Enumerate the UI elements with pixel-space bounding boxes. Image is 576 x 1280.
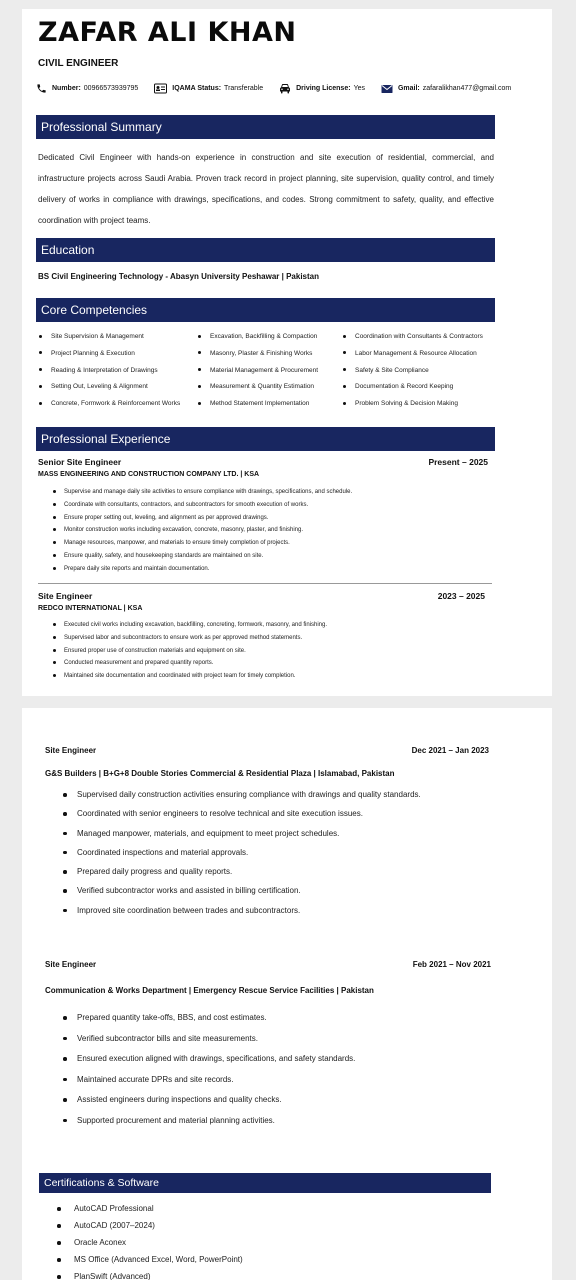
section-header-experience: Professional Experience bbox=[36, 427, 495, 451]
competency-item: Concrete, Formwork & Reinforcement Works bbox=[38, 399, 180, 416]
certification-item: AutoCAD Professional bbox=[53, 1204, 243, 1221]
competencies-column-3 bbox=[342, 332, 483, 416]
contact-iqama-label: IQAMA Status: bbox=[172, 85, 222, 92]
competency-item: Setting Out, Leveling & Alignment bbox=[38, 382, 180, 399]
competency-item: Labor Management & Resource Allocation bbox=[342, 349, 483, 366]
job-bullet: Improved site coordination between trades and subcontractors. bbox=[60, 906, 421, 925]
section-header-competencies: Core Competencies bbox=[36, 298, 495, 322]
candidate-role: CIVIL ENGINEER bbox=[38, 58, 119, 69]
competency-item: Project Planning & Execution bbox=[38, 349, 180, 366]
job-bullet: Verified subcontractor works and assisted in billing certification. bbox=[60, 886, 421, 905]
contact-email-value: zafaralikhan477@gmail.com bbox=[422, 85, 512, 92]
contact-license-value: Yes bbox=[353, 85, 365, 92]
competencies-column-1 bbox=[38, 332, 180, 416]
contact-email-label: Gmail: bbox=[397, 85, 420, 92]
resume-page-1 bbox=[22, 9, 552, 696]
job-dates: 2023 – 2025 bbox=[437, 591, 485, 601]
job-bullets bbox=[51, 621, 327, 685]
contact-iqama bbox=[154, 83, 263, 94]
section-header-certifications: Certifications & Software bbox=[39, 1173, 491, 1193]
job-title: Site Engineer bbox=[38, 591, 93, 601]
certifications-list bbox=[53, 1204, 243, 1280]
job-company: REDCO INTERNATIONAL | KSA bbox=[38, 605, 143, 612]
contact-number-value: 00966573939795 bbox=[83, 85, 139, 92]
competencies-column-2 bbox=[197, 332, 318, 416]
competency-item: Material Management & Procurement bbox=[197, 366, 318, 383]
summary-text: Dedicated Civil Engineer with hands-on experience in construction and site execution of residential, commercial, and infrastructure projects across Saudi Arabia. Proven track record in project planning, site supervision, quality control, and timely delivery of works in compliance with drawings, specifications, and codes. Strong commitment to safety, quality, and effective coordination with project teams. bbox=[38, 153, 494, 225]
job-divider bbox=[38, 583, 492, 584]
candidate-name: ZAFAR ALI KHAN bbox=[38, 17, 297, 48]
certification-item: Oracle Aconex bbox=[53, 1238, 243, 1255]
car-icon bbox=[279, 83, 291, 94]
certification-item: MS Office (Advanced Excel, Word, PowerPoint) bbox=[53, 1255, 243, 1272]
resume-page-2 bbox=[22, 708, 552, 1280]
competency-item: Reading & Interpretation of Drawings bbox=[38, 366, 180, 383]
job-bullet: Monitor construction works including excavation, concrete, masonry, plaster, and finishing. bbox=[51, 526, 352, 539]
job-bullet: Supervised labor and subcontractors to ensure work as per approved method statements. bbox=[51, 634, 327, 647]
mail-icon bbox=[381, 84, 393, 94]
job-title: Senior Site Engineer bbox=[38, 457, 122, 467]
job-bullet: Assisted engineers during inspections and quality checks. bbox=[60, 1095, 355, 1116]
job-company: G&S Builders | B+G+8 Double Stories Commercial & Residential Plaza | Islamabad, Pakistan bbox=[45, 769, 395, 778]
job-bullet: Ensure proper setting out, leveling, and alignment as per approved drawings. bbox=[51, 514, 352, 527]
job-company: Communication & Works Department | Emergency Rescue Service Facilities | Pakistan bbox=[45, 986, 374, 995]
job-bullets bbox=[51, 488, 352, 578]
job-bullets bbox=[60, 1013, 355, 1136]
job-bullet: Ensured proper use of construction materials and equipment on site. bbox=[51, 647, 327, 660]
competency-item: Excavation, Backfilling & Compaction bbox=[197, 332, 318, 349]
job-bullet: Ensure quality, safety, and housekeeping standards are maintained on site. bbox=[51, 552, 352, 565]
job-bullet: Maintained site documentation and coordinated with project team for timely completion. bbox=[51, 672, 327, 685]
job-bullet: Manage resources, manpower, and materials to ensure timely completion of projects. bbox=[51, 539, 352, 552]
job-bullet: Supported procurement and material planning activities. bbox=[60, 1116, 355, 1137]
contact-email bbox=[381, 84, 511, 94]
contact-bar bbox=[36, 82, 512, 95]
job-company: MASS ENGINEERING AND CONSTRUCTION COMPANY LTD. | KSA bbox=[38, 471, 260, 478]
job-title: Site Engineer bbox=[45, 960, 97, 969]
id-card-icon bbox=[154, 83, 167, 94]
job-dates: Dec 2021 – Jan 2023 bbox=[411, 746, 489, 755]
job-bullet: Verified subcontractor bills and site measurements. bbox=[60, 1034, 355, 1055]
competency-item: Safety & Site Compliance bbox=[342, 366, 483, 383]
contact-license-label: Driving License: bbox=[296, 85, 351, 92]
job-bullets bbox=[60, 790, 421, 925]
job-title: Site Engineer bbox=[45, 746, 97, 755]
job-bullet: Coordinated inspections and material approvals. bbox=[60, 848, 421, 867]
job-bullet: Conducted measurement and prepared quantity reports. bbox=[51, 659, 327, 672]
competency-item: Coordination with Consultants & Contractors bbox=[342, 332, 483, 349]
phone-icon bbox=[36, 83, 47, 94]
certification-item: AutoCAD (2007–2024) bbox=[53, 1221, 243, 1238]
job-bullet: Prepared quantity take-offs, BBS, and cost estimates. bbox=[60, 1013, 355, 1034]
job-bullet: Prepared daily progress and quality reports. bbox=[60, 867, 421, 886]
job-bullet: Coordinated with senior engineers to resolve technical and site execution issues. bbox=[60, 809, 421, 828]
education-entry: BS Civil Engineering Technology - Abasyn University Peshawar | Pakistan bbox=[38, 272, 319, 281]
job-bullet: Supervise and manage daily site activities to ensure compliance with drawings, specifications, and schedule. bbox=[51, 488, 352, 501]
job-bullet: Supervised daily construction activities ensuring compliance with drawings and quality standards. bbox=[60, 790, 421, 809]
job-bullet: Prepare daily site reports and maintain documentation. bbox=[51, 565, 352, 578]
competency-item: Site Supervision & Management bbox=[38, 332, 180, 349]
job-dates: Present – 2025 bbox=[428, 457, 488, 467]
job-bullet: Managed manpower, materials, and equipment to meet project schedules. bbox=[60, 829, 421, 848]
job-dates: Feb 2021 – Nov 2021 bbox=[412, 960, 491, 969]
contact-number-label: Number: bbox=[52, 85, 81, 92]
job-bullet: Maintained accurate DPRs and site records. bbox=[60, 1075, 355, 1096]
competency-item: Method Statement Implementation bbox=[197, 399, 318, 416]
competency-item: Problem Solving & Decision Making bbox=[342, 399, 483, 416]
competency-item: Measurement & Quantity Estimation bbox=[197, 382, 318, 399]
competency-item: Documentation & Record Keeping bbox=[342, 382, 483, 399]
contact-iqama-value: Transferable bbox=[224, 85, 264, 92]
competency-item: Masonry, Plaster & Finishing Works bbox=[197, 349, 318, 366]
job-bullet: Executed civil works including excavation, backfilling, concreting, formwork, masonry, and finishing. bbox=[51, 621, 327, 634]
section-header-education: Education bbox=[36, 238, 495, 262]
contact-number bbox=[36, 83, 138, 94]
job-bullet: Coordinate with consultants, contractors, and subcontractors for smooth execution of works. bbox=[51, 501, 352, 514]
contact-license bbox=[279, 83, 365, 94]
job-bullet: Ensured execution aligned with drawings, specifications, and safety standards. bbox=[60, 1054, 355, 1075]
section-header-summary: Professional Summary bbox=[36, 115, 495, 139]
certification-item: PlanSwift (Advanced) bbox=[53, 1272, 243, 1280]
